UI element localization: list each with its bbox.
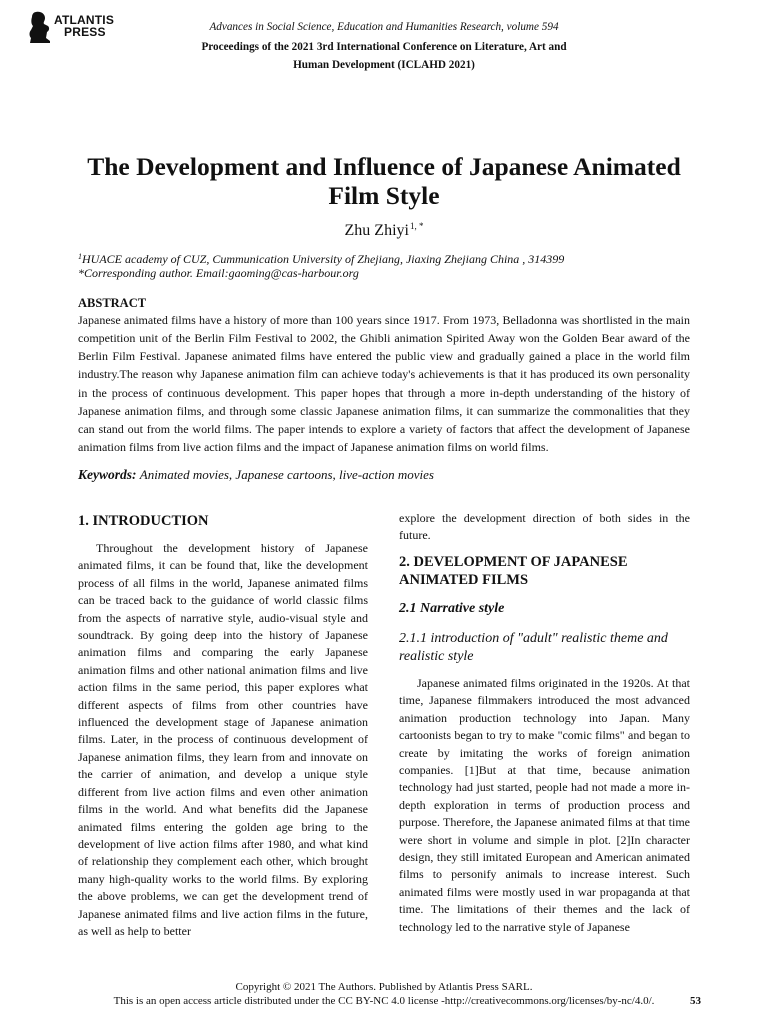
affiliation-block: [78, 250, 698, 280]
keywords-label: Keywords:: [78, 467, 137, 482]
subsection-2-1-heading: 2.1 Narrative style: [399, 601, 505, 616]
copyright-notice: Copyright © 2021 The Authors. Published by Atlantis Press SARL.: [235, 981, 533, 993]
title-line-2: Film Style: [328, 181, 440, 210]
corresponding-author: *Corresponding author. Email:gaoming@cas-harbour.org: [78, 266, 359, 280]
section-2-heading: 2. DEVELOPMENT OF JAPANESE ANIMATED FILMS: [399, 554, 628, 588]
keywords: [78, 466, 690, 484]
section-1-paragraph: Throughout the development history of Japanese animated films, it can be found that, like the development process of all films in the world, Japanese animated films can be traced back to the guidance of world classic films from the aspects of narrative style, audio-visual style and soundtrack. By going deep into the history of Japanese animation films and comparing the early Japanese animation films and other national animation films and live action films in the same period, this paper explores what different aspects of films from other countries have influenced the development stage of Japanese animation films. Later, in the process of continuous development of Japanese animation films, they learn from and innovate on the carrier of animation, and develop a unique style different from live action films and even other animation films in the world. And what benefits did the Japanese animated films entering the golden age bring to the development of live action films after 1980, and what kind of relationship they complement each other, which brought many high-quality works to the world films. By exploring the above problems, we can get the development trend of Japanese animated films and live action films in the future, as well as help to better: [78, 541, 368, 938]
atlantis-press-logo: [26, 10, 136, 46]
logo-wordmark: [54, 14, 114, 38]
affiliation-superscript: 1: [78, 252, 82, 261]
affiliation: [78, 250, 698, 266]
license-notice: This is an open access article distributed under the CC BY-NC 4.0 license -http://creativecommons.org/licenses/by-nc/4.0/.: [113, 995, 655, 1007]
page-number: 53: [690, 995, 701, 1007]
affiliation-text: HUACE academy of CUZ, Cummunication University of Zhejiang, Jiaxing Zhejiang China , 314399: [82, 252, 565, 266]
section-1-heading: 1. INTRODUCTION: [78, 513, 209, 529]
proceedings-title: [150, 38, 618, 74]
keywords-values: Animated movies, Japanese cartoons, live-action movies: [139, 467, 434, 482]
paper-title: [60, 152, 708, 210]
author-superscript: 1, *: [409, 221, 424, 231]
abstract-text: Japanese animated films have a history of more than 100 years since 1917. From 1973, Belladonna was shortlisted in the main competition unit of the Berlin Film Festival to 2002, the Ghibli animation Spirited Away won the Golden Bear award of the Berlin Film Festival. Japanese animated films have entered the public view and gradually gained a place in the world film industry.The reason why Japanese animation film can achieve today's achievements is that it has produced its own personality in the process of continuous development. This paper hopes that through a more in-depth understanding of the history of Japanese animation films, and through some classic Japanese animation films, it can summarize the commonalities that they can stand out from the world films. The paper intends to explore a variety of factors that affect the development of Japanese animation films from live action films and the impact of Japanese animation films on world films.: [78, 313, 690, 455]
title-line-1: The Development and Influence of Japanese Animated: [87, 152, 681, 181]
journal-name: Advances in Social Science, Education and Humanities Research, volume 594: [209, 21, 559, 33]
section-2-paragraph: Japanese animated films originated in the 1920s. At that time, Japanese filmmakers introduced the most advanced animation production technology into Japan. Many cartoonists began to try to make "comic films" and began to create by imitating the works of foreign animation companies. [1]But at that time, because animation technology had just started, people had not made a more in-depth exploration in terms of production process and purpose. Therefore, the Japanese animated films at that time were short in volume and simple in plot. [2]In character design, they still imitated European and American animated films to personify animals to increase interest. Such animated films were mostly used in war propaganda at that time. The limitations of their themes and the lack of technology led to the narrative style of Japanese: [399, 676, 690, 934]
logo-line-1: ATLANTIS: [54, 13, 115, 27]
logo-line-2: PRESS: [64, 25, 106, 39]
thinker-logo-icon: [26, 10, 52, 44]
section-1-continued: explore the development direction of both sides in the future.: [399, 511, 690, 543]
proceedings-line-2: Human Development (ICLAHD 2021): [293, 59, 475, 71]
abstract-heading: ABSTRACT: [78, 296, 147, 310]
proceedings-line-1: Proceedings of the 2021 3rd International Conference on Literature, Art and: [201, 41, 567, 53]
author-line: [200, 216, 568, 241]
author-name: Zhu Zhiyi: [344, 222, 409, 239]
subsection-2-1-1-heading: 2.1.1 introduction of "adult" realistic theme and realistic style: [399, 631, 668, 664]
